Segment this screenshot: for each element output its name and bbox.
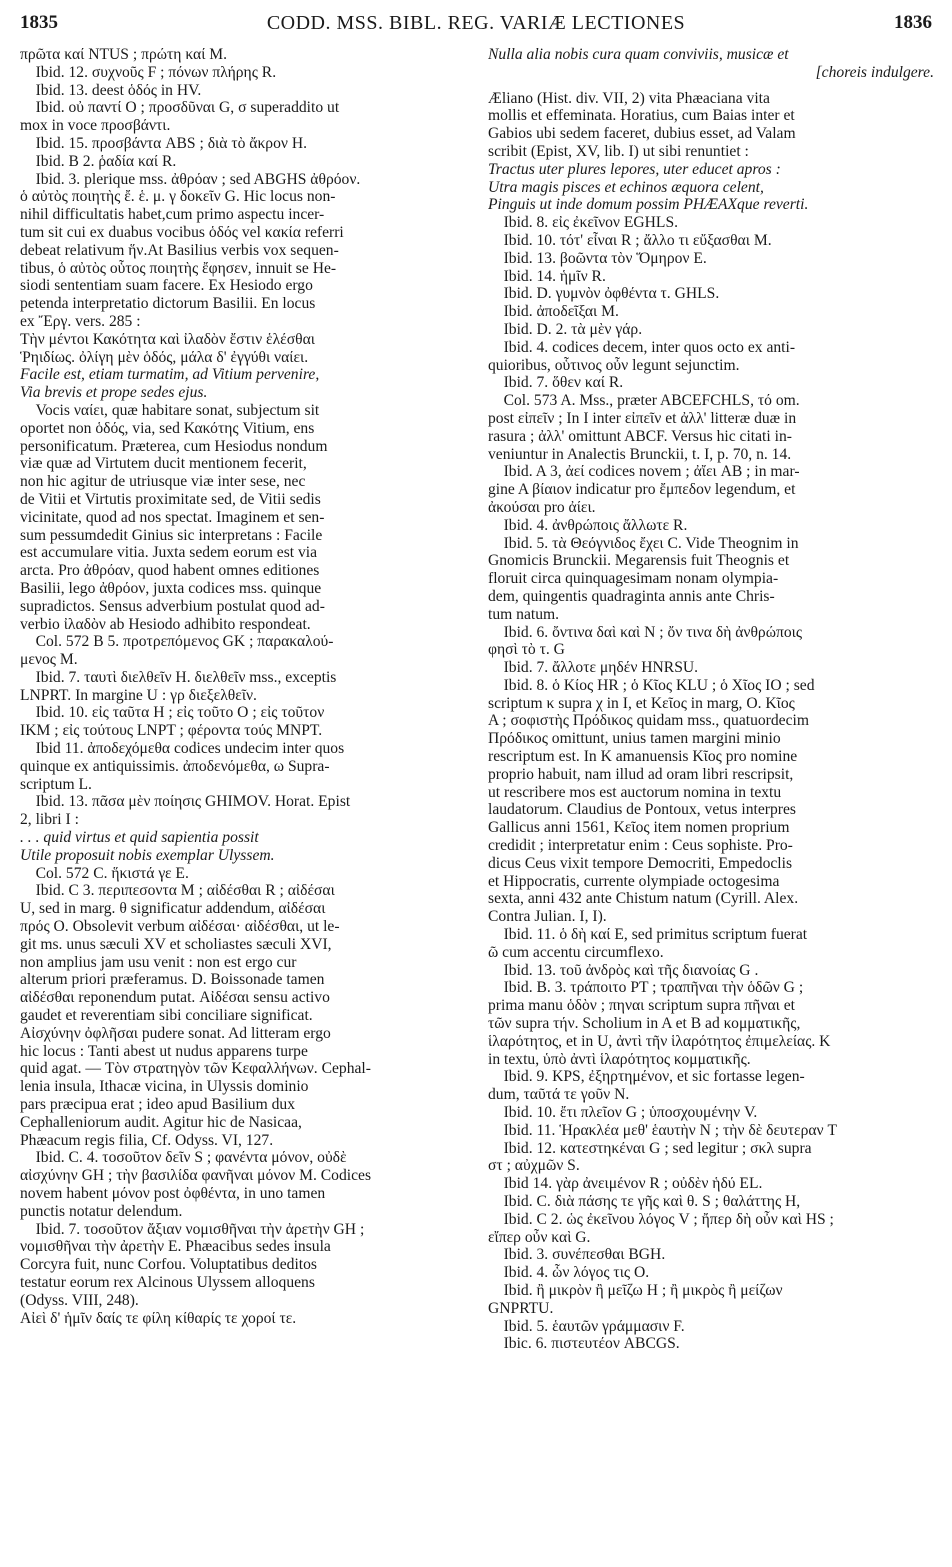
text-line: petenda interpretatio dictorum Basilii. En locus [20,295,316,313]
left-column [20,46,462,1327]
text-line: pars præcipua erat ; ideo apud Basilium dux [20,1096,295,1114]
text-line: Basilii, lego ἀθρόον, juxta codices mss. quinque [20,579,322,597]
text-line: Utra magis pisces et echinos æquora celent, [488,178,764,196]
text-line: in textu, ὑπὸ ἀντὶ ἱλαρότητος κομματικῆς. [488,1050,751,1068]
text-line: ἱλαρότητος, et in U, ἀντὶ τῆν ἱλαρότητος ἐπιμελείας. K [488,1032,831,1050]
text-line: Ibid. 13. πᾶσα μὲν ποίησις GHIMOV. Horat. Epist [20,793,351,811]
text-line: Ibid. C. 4. τοσοῦτον δεῖν S ; φανέντα μόνον, οὐδὲ [20,1149,347,1167]
text-line: Ibid. 8. εἰς ἐκεῖνον EGHLS. [488,214,679,232]
text-line: viæ quæ ad Virtutem ducit mentionem fecerit, [20,455,307,473]
text-line: Ibid. B 2. ῥαδία καί R. [20,152,177,170]
text-line: Contra Julian. I, I). [488,908,607,926]
text-line: Ibid. οὐ παντί O ; προσδῦναι G, σ superaddito ut [20,99,340,117]
text-line: ex Ἔργ. vers. 285 : [20,312,141,330]
text-line: Ibid. 10. ἔτι πλεῖον G ; ὑποσχουμένην V. [488,1104,758,1122]
text-line: ut rescribere mos est auctorum nomina in textu [488,783,782,801]
text-line: Ibid. ἀποδεῖξαι M. [488,303,619,321]
text-line: εἴπερ οὖν καὶ G. [488,1228,591,1246]
text-line: arcta. Pro ἀθρόαν, quod habent omnes editiones [20,562,320,580]
text-line: Ibid. 15. προσβάντα ABS ; διὰ τὸ ἄκρον H. [20,134,307,152]
text-line: gaudet et reverentiam sibi conciliare significat. [20,1007,313,1025]
text-line: Ibid. 7. ταυτὶ διελθεῖν H. διελθεῖν mss., exceptis [20,668,337,686]
text-line: IKM ; εἰς τούτους LNPT ; φέροντα τούς MNPT. [20,722,323,740]
text-line: est accumulare vitia. Juxta sedem eorum est via [20,544,318,562]
text-line: Ibid. 7. ἄλλοτε μηδέν HNRSU. [488,659,699,677]
text-line: Utile proposuit nobis exemplar Ulyssem. [20,846,275,864]
text-line: Ibid. D. γυμνὸν ὀφθέντα τ. GHLS. [488,285,720,303]
text-line: Ibid. 4. codices decem, inter quos octo ex anti- [488,338,796,356]
text-line: Αἰεὶ δ' ἡμῖν δαίς τε φίλη κίθαρίς τε χοροί τε. [20,1309,297,1327]
text-line: Ibid. 8. ὁ Κίος HR ; ὁ Κῖος KLU ; ὁ Χῖος IO ; sed [488,676,815,694]
text-line: dicus Ceus vixit tempore Democriti, Empedoclis [488,854,793,872]
text-line: non hic agitur de utriusque viæ inter sese, nec [20,473,306,491]
text-line: Ibid. ἢ μικρὸν ἢ μεῖζω H ; ἢ μικρὸς ἢ μείζων [488,1281,783,1299]
text-line: oportet non ὁδός, via, sed Κακότης Vitium, ens [20,419,315,437]
text-line: Facile est, etiam turmatim, ad Vitium pervenire, [20,366,320,384]
text-line: Ibid. C 2. ὡς ἐκεῖνου λόγος V ; ἤπερ δὴ οὖν καὶ HS ; [488,1210,834,1228]
text-line: rescriptum est. In K amanuensis Κῖος pro nomine [488,748,798,766]
text-line: Col. 573 A. Mss., præter ABCEFCHLS, τό om. [488,392,800,410]
text-line: Ibid. 13. τοῦ ἀνδρὸς καὶ τῆς διανοίας G . [488,961,759,979]
text-line: Ibid. 7. τοσοῦτον ἄξιαν νομισθῆναι τὴν ἀρετὴν GH ; [20,1220,365,1238]
running-title: CODD. MSS. BIBL. REG. VARIÆ LECTIONES [266,12,686,34]
text-line: rasura ; ἀλλ' omittunt ABCF. Versus hic citati in- [488,427,792,445]
text-line: hic locus : Tanti abest ut nudus apparens turpe [20,1042,308,1060]
text-line: Via brevis et prope sedes ejus. [20,384,208,402]
text-line: novem habent μόνον post ὀφθέντα, in uno tamen [20,1185,326,1202]
text-line: Col. 572 C. ἥκιστά γε E. [20,864,189,882]
text-line: Ibid. 4. ἀνθρώποις ἄλλωτε R. [488,516,688,534]
text-line: Nulla alia nobis cura quam conviviis, musicæ et [488,46,789,63]
text-line: non amplius jam usu venit : non est ergo cur [20,953,297,971]
text-line: punctis notatur delendum. [20,1202,183,1220]
text-line: siodi sententiam suam facere. Ex Hesiodo ergo [20,277,313,295]
text-line: ῶ cum accentu circumflexo. [488,943,664,961]
page-number-right: 1836 [894,12,932,33]
text-line: Ibid. 9. KPS, ἐξηρτημένον, et sic fortasse legen- [488,1068,805,1086]
text-line: mollis et effeminata. Horatius, cum Baias inter et [488,107,795,125]
right-column [488,46,934,1353]
text-line: A ; σοφιστὴς Πρόδικος quidam mss., quatuordecim [488,712,809,730]
text-line: Ibid. 6. ὄντινα δαὶ καὶ N ; ὄν τινα δὴ ἀνθρώποις [488,623,803,641]
text-line: de Vitii et Virtutis proximitate sed, de Vitii sedis [20,490,321,508]
text-line: scriptum κ supra χ in I, et Κεῖος in marg, O. Κῖος [488,694,795,712]
text-line: Gallicus anni 1561, Κεῖος item nomen proprium [488,819,790,837]
text-line: floruit circa quinquagesimam nonam olympia- [488,570,779,588]
text-line: μενος M. [20,651,78,669]
text-line: Ibid. C 3. περιπεσοντα M ; αἰδέσθαι R ; αἰδέσαι [20,882,335,900]
text-line: Ibid. 5. ἑαυτῶν γράμμασιν F. [488,1317,685,1335]
page-header [20,12,932,38]
page-number-left: 1835 [20,12,58,33]
text-line: φησὶ τὸ τ. G [488,641,565,659]
text-line: quinque ex antiquissimis. ἀποδενόμεθα, ω Supra- [20,757,330,775]
text-line: scriptum L. [20,775,92,793]
text-line: Ibid 14. γὰρ ἀνειμένον R ; οὐδὲν ἡδύ EL. [488,1175,763,1193]
text-line: post εἰπεῖν ; In I inter εἰπεῖν et ἀλλ' litteræ duæ in [488,409,797,427]
text-line: vicinitate, quod ad nos spectat. Imaginem et sen- [20,508,325,526]
text-line: Phæacum regis filia, Cf. Odyss. VI, 127. [20,1131,274,1149]
text-line: testatur eorum rex Alcinous Ulyssem alloquens [20,1273,315,1291]
text-line: Ibid. A 3, ἀεί codices novem ; ἀἴει AB ; in mar- [488,463,800,481]
text-line: Τὴν μέντοι Κακότητα καὶ ἰλαδὸν ἔστιν ἑλέσθαι [20,330,315,348]
text-line: quioribus, οὗτινος οὖν legunt sejunctim. [488,356,740,374]
text-line: debeat relativum ἥν.At Basilius verbis vox sequen- [20,241,339,259]
text-line: gine A βίαιον indicatur pro ἔμπεδον legendum, et [488,481,796,499]
text-line: LNPRT. In margine U : γρ διεξελθεῖν. [20,686,257,704]
text-line: personificatum. Præterea, cum Hesiodus nondum [20,437,328,455]
text-line: (Odyss. VIII, 248). [20,1291,139,1309]
text-line: ἀκούσαι pro ἀίει. [488,498,596,516]
text-line: Tractus uter plures lepores, uter educet apros : [488,160,781,178]
text-line: Æliano (Hist. div. VII, 2) vita Phæaciana vita [488,89,770,107]
text-line: Ibid. 13. βοῶντα τὸν Ὅμηρον E. [488,249,707,267]
text-line: πρῶτα καί NTUS ; πρώτη καί M. [20,46,228,63]
text-line: Gnomicis Brunckii. Megarensis fuit Theognis et [488,552,790,570]
text-line: tum natum. [488,605,560,623]
text-line: αἰδέσθαι reponendum putat. Αἰδέσαι sensu activo [20,989,330,1007]
text-line: τῶν supra τήν. Scholium in A et B ad κομματικῆς, [488,1015,801,1033]
text-line: et Hippocratis, currente olympiade octogesima [488,872,780,890]
text-line: veniuntur in Analectis Brunckii, t. I, p. 70, n. 14. [488,445,792,463]
text-line: Ibid. 7. ὅθεν καί R. [488,374,624,392]
text-line: . . . quid virtus et quid sapientia possit [20,829,259,847]
text-line: πρός O. Obsolevit verbum αἰδέσαι· αἰδέσθαι, ut le- [20,918,340,936]
text-line: Αἰσχύνην ὀφλῆσαι pudere sonat. Ad litteram ergo [20,1024,331,1042]
text-line: Vocis ναίει, quæ habitare sonat, subjectum sit [20,401,320,419]
text-line: [choreis indulgere. [815,63,934,81]
text-line: prima manu ὁδὸν ; πηναι scriptum supra πῆναι et [488,997,796,1015]
text-line: nihil difficultatis habet,cum primo aspectu incer- [20,206,325,224]
text-line: 2, libri I : [20,811,79,829]
text-line: git ms. unus sæculi XV et scholiastes sæculi XVI, [20,935,332,953]
text-line: dem, quingentis quadraginta annis ante Chris- [488,587,775,605]
text-line: Ibid. 10. εἰς ταῦτα H ; εἰς τοῦτο O ; εἰς τοῦτον [20,704,325,722]
text-line: Ibid. 11. ὁ δὴ καί E, sed primitus scriptum fuerat [488,926,808,944]
text-line: Πρόδικος omittunt, unius tamen margini minio [488,730,781,748]
text-line: αἰσχύνην GH ; τὴν βασιλίδα φανῆναι μόνον M. Codices [20,1167,372,1185]
text-line: Ibid. 3. συνέπεσθαι BGH. [488,1246,666,1264]
text-line: tibus, ὁ αὐτὸς οὗτος ποιητὴς ἔφησεν, innuit se He- [20,259,337,277]
text-line: στ ; αὐχμῶν S. [488,1157,580,1175]
text-line: laudatorum. Claudius de Pontoux, vetus interpres [488,801,796,819]
text-line: quid agat. — Τὸν στρατηγὸν τῶν Κεφαλλήνων. Cephal- [20,1060,371,1078]
text-line: supradictos. Sensus adverbium postulat quod ad- [20,597,325,615]
text-line: Ibid. B. 3. τράποιτο PT ; τραπῆναι τὴν ὁδῶν G ; [488,979,804,997]
text-line: Ῥηιδίως. ὀλίγη μὲν ὁδός, μάλα δ' ἐγγύθι ναίει. [20,348,309,366]
text-line: GNPRTU. [488,1299,554,1317]
text-line: Cephalleniorum audit. Agitur hic de Nasicaa, [20,1113,302,1131]
text-line: Col. 572 B 5. προτρεπόμενος GK ; παρακαλού- [20,633,334,651]
text-line: lenia insula, Ithacæ vicina, in Ulyssis dominio [20,1078,309,1096]
text-line: Ibic. 6. πιστευτέον ABCGS. [488,1335,680,1353]
text-line: Corcyra fuit, nunc Corfou. Voluptatibus deditos [20,1256,317,1274]
text-line: Pinguis ut inde domum possim PHÆAXque reverti. [488,196,809,214]
text-line: proprio habuit, nam illud ad oram libri rescripsit, [488,765,794,783]
text-line: Ibid. D. 2. τὰ μὲν γάρ. [488,320,643,338]
text-line: U, sed in marg. θ significatur addendum, αἰδέσαι [20,900,326,918]
text-line: Ibid. 14. ἡμῖν R. [488,267,606,285]
text-line: sum pessumdedit Ginius sic interpretans : Facile [20,526,323,544]
text-line: Ibid. 13. deest ὁδός in HV. [20,81,202,99]
text-line: ὁ αὐτὸς ποιητὴς ἔ. ἑ. μ. γ δοκεῖν G. Hic locus non- [20,188,336,206]
text-line: Ibid. C. διὰ πάσης τε γῆς καὶ θ. S ; θαλάττης H, [488,1193,801,1210]
text-line: dum, ταῦτά τε γοῦν N. [488,1086,630,1104]
paragraph-gap [488,82,934,90]
text-line: verbio ἰλαδὸν ab Hesiodo adhibito respondeat. [20,615,311,633]
text-line: Ibid. 12. κατεστηκέναι G ; sed legitur ; σκλ supra [488,1139,812,1157]
text-line: Ibid. 4. ὧν λόγος τις O. [488,1264,650,1282]
text-line: credidit ; interpretatur enim : Ceus sophiste. Pro- [488,837,793,855]
text-line: νομισθῆναι τὴν ἀρετὴν E. Phæacibus sedes insula [20,1238,331,1256]
text-line: Ibid. 10. τότ' εἶναι R ; ἄλλο τι εὔξασθαι M. [488,231,772,249]
text-line: Ibid. 12. συχνοῦς F ; πόνων πλήρης R. [20,63,277,81]
text-line: Ibid. 5. τὰ Θεόγνιδος ἔχει C. Vide Theognim in [488,534,799,552]
text-line: alterum priori præferamus. D. Boissonade tamen [20,971,325,989]
text-line: Ibid 11. ἀποδεχόμεθα codices undecim inter quos [20,740,345,758]
text-line: Ibid. 11. Ἡρακλέα μεθ' ἑαυτὴν N ; τὴν δὲ δευτεραν T [488,1121,838,1139]
text-line: mox in voce προσβάντι. [20,117,171,135]
text-line: Ibid. 3. plerique mss. ἀθρόαν ; sed ABGHS ἀθρόον. [20,170,361,188]
text-line: sexta, anni 432 ante Chistum natum (Cyrill. Alex. [488,890,799,908]
text-line: scribit (Epist, XV, lib. I) ut sibi renuntiet : [488,142,749,160]
text-line: Gabios ubi sedem faceret, dubius esset, ad Valam [488,125,796,143]
text-line: tum sit cui ex duabus vocibus ὁδός vel κακία referri [20,223,344,241]
